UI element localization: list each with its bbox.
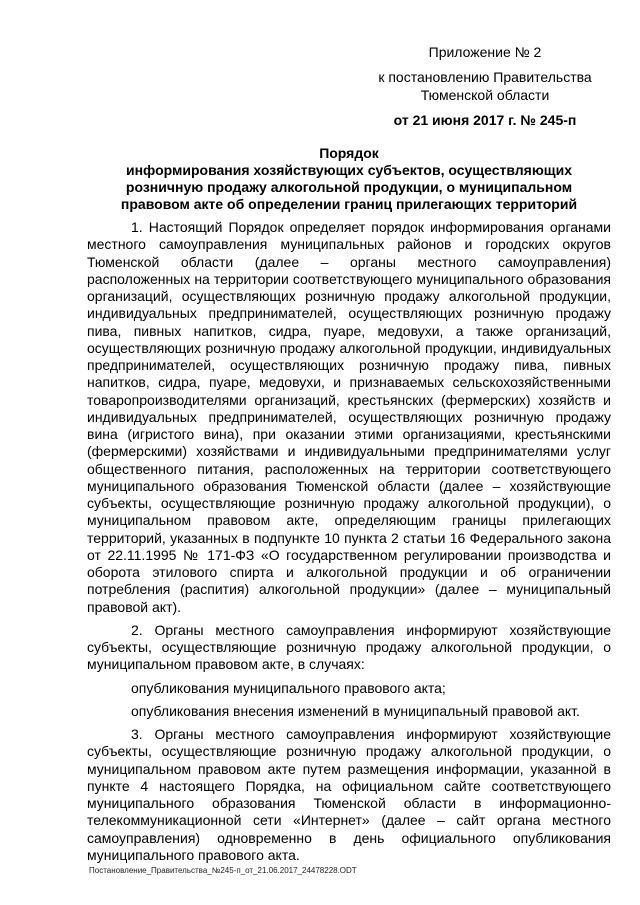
appendix-region-line: Тюменской области: [420, 87, 550, 103]
title-line-1: Порядок: [319, 145, 379, 161]
document-title: [86, 145, 612, 213]
title-line-3: розничную продажу алкогольной продукции, о муниципальном: [125, 179, 573, 195]
document-body: [87, 219, 611, 864]
title-line-2: информирования хозяйствующих субъектов, осуществляющих: [125, 162, 572, 178]
appendix-resolution-line: к постановлению Правительства: [378, 69, 592, 85]
title-line-4: правовом акте об определении границ прилегающих территорий: [120, 196, 578, 212]
file-footer: Постановление_Правительства_№245-п_от_21.06.2017_24478228.ODT: [89, 866, 357, 875]
paragraph-2-case-2: опубликования внесения изменений в муниципальный правовой акт.: [131, 702, 580, 719]
appendix-date-line: от 21 июня 2017 г. № 245-п: [393, 112, 577, 128]
paragraph-1: 1. Настоящий Порядок определяет порядок информирования органами местного самоуправления муниципальных районов и городских округов Тюменской области (далее – органы местного самоуправления) расположенных на территории соответствующего муниципального образования организаций, осуществляющих розничную продажу алкогольной продукции, индивидуальных предпринимателей, осуществляющих розничную продажу пива, пивных напитков, сидра, пуаре, медовухи, а также организаций, осуществляющих розничную продажу алкогольной продукции, индивидуальных предпринимателей, осуществляющих розничную продажу пива, пивных напитков, сидра, пуаре, медовухи, и признаваемых сельскохозяйственными товаропроизводителями организаций, крестьянских (фермерских) хозяйств и индивидуальных предпринимателей, осуществляющих розничную продажу вина (игристого вина), при оказании этими организациями, крестьянскими (фермерскими) хозяйствами и индивидуальными предпринимателями услуг общественного питания, расположенных на территории соответствующего муниципального образования Тюменской области (далее – хозяйствующие субъекты, осуществляющие розничную продажу алкогольной продукции), о муниципальном правовом акте, определяющим границы прилегающих территорий, указанных в подпункте 10 пункта 2 статьи 16 Федерального закона от 22.11.1995 № 171-ФЗ «О государственном регулировании производства и оборота этилового спирта и алкогольной продукции и об ограничении потребления (распития) алкогольной продукции» (далее – муниципальный правовой акт).: [87, 219, 611, 615]
appendix-number: Приложение № 2: [428, 44, 542, 60]
paragraph-3: 3. Органы местного самоуправления информируют хозяйствующие субъекты, осуществляющие розничную продажу алкогольной продукции, о муниципальном правовом акте путем размещения информации, указанной в пункте 4 настоящего Порядка, на официальном сайте соответствующего муниципального образования Тюменской области в информационно-телекоммуникационной сети «Интернет» (далее – сайт органа местного самоуправления) одновременно в день официального опубликования муниципального правового акта.: [87, 726, 611, 863]
paragraph-2-case-1: опубликования муниципального правового акта;: [131, 679, 446, 696]
appendix-header: [360, 43, 610, 129]
paragraph-2: 2. Органы местного самоуправления информируют хозяйствующие субъекты, осуществляющие розничную продажу алкогольной продукции, о муниципальном правовом акте, в случаях:: [87, 621, 611, 673]
